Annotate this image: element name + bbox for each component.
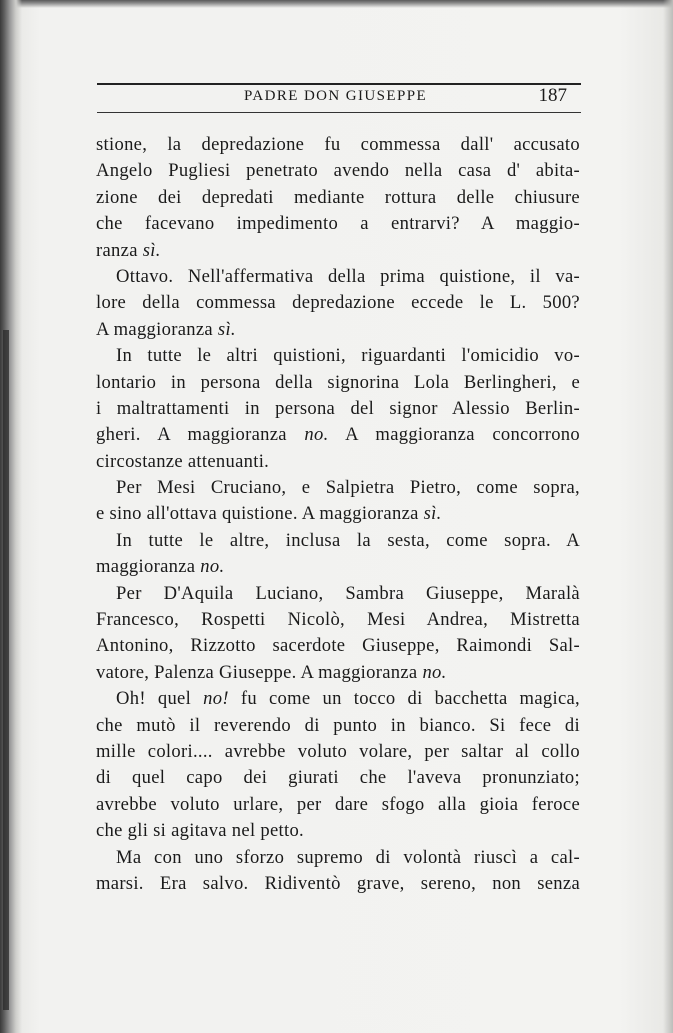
text-line (96, 475, 580, 501)
text-line (96, 554, 580, 580)
text-line (96, 343, 580, 369)
text-line (96, 871, 580, 897)
text-line-main: lore della commessa depredazione eccede le L. 500? (96, 292, 580, 314)
text-line (96, 449, 580, 475)
italic-word: sì. (217, 318, 236, 340)
text-line (96, 238, 580, 264)
text-line-main: Angelo Pugliesi penetrato avendo nella casa d' abita- (96, 160, 580, 182)
header-rule-top (97, 83, 581, 85)
text-line-main: gheri. A maggioranza (96, 424, 305, 446)
italic-word: no! (203, 688, 229, 710)
text-line (96, 686, 580, 712)
italic-word: no. (304, 424, 329, 446)
text-line (96, 581, 580, 607)
text-line-main: Antonino, Rizzotto sacerdote Giuseppe, Raimondi Sal- (96, 635, 580, 657)
text-line (96, 607, 580, 633)
text-line (96, 818, 580, 844)
right-page-edge (663, 0, 673, 1033)
text-line-main: In tutte le altri quistioni, riguardanti l'omicidio vo- (116, 345, 580, 367)
text-line-main: di quel capo dei giurati che l'aveva pronunziato; (96, 767, 580, 789)
text-line (96, 132, 580, 158)
page-number: 187 (538, 85, 567, 106)
text-line-main: In tutte le altre, inclusa la sesta, come sopra. A (116, 529, 580, 551)
text-line-main: avrebbe voluto urlare, per dare sfogo alla gioia feroce (96, 793, 580, 815)
text-line-main: Francesco, Rospetti Nicolò, Mesi Andrea, Mistretta (96, 609, 580, 631)
text-line (96, 739, 580, 765)
text-line-main: che facevano impedimento a entrarvi? A maggio- (96, 213, 580, 235)
text-line-main: che mutò il reverendo di punto in bianco. Si fece di (96, 714, 580, 736)
text-line (96, 185, 580, 211)
text-line-main: Per Mesi Cruciano, e Salpietra Pietro, come sopra, (116, 477, 580, 499)
binding-edge-dark-strip (3, 330, 9, 1010)
page-header (97, 80, 581, 120)
running-title: PADRE DON GIUSEPPE (244, 88, 428, 104)
text-line (96, 264, 580, 290)
text-line-main: stione, la depredazione fu commessa dall' accusato (96, 134, 580, 155)
text-line-main: che gli si agitava nel petto. (96, 820, 305, 842)
italic-word: no. (200, 556, 225, 578)
italic-word: sì. (423, 503, 442, 525)
text-line (96, 290, 580, 316)
text-line-main: i maltrattamenti in persona del signor Alessio Berlin- (96, 397, 580, 419)
text-line (96, 845, 580, 871)
text-line (96, 370, 580, 396)
top-page-shadow (0, 0, 673, 8)
text-line (96, 660, 580, 686)
text-line-main: A maggioranza (96, 318, 218, 340)
text-line (96, 792, 580, 818)
text-line-tail: A maggioranza concorrono (328, 424, 581, 446)
text-line (96, 158, 580, 184)
text-line-main: e sino all'ottava quistione. A maggioranza (96, 503, 424, 525)
text-line-main: Oh! quel (116, 688, 204, 710)
text-line-main: mille colori.... avrebbe voluto volare, per saltar al collo (96, 740, 580, 762)
header-rule-bottom (97, 112, 581, 113)
italic-word: sì. (142, 239, 161, 261)
text-line-main: circostanze attenuanti. (96, 450, 270, 472)
text-line (96, 765, 580, 791)
italic-word: no. (422, 661, 447, 683)
text-line-main: zione dei depredati mediante rottura delle chiusure (96, 186, 580, 208)
text-line-main: maggioranza (96, 556, 201, 578)
text-line-main: ranza (96, 239, 143, 261)
text-line-main: Ottavo. Nell'affermativa della prima quistione, il va- (116, 265, 580, 287)
text-line (96, 501, 580, 527)
text-line (96, 528, 580, 554)
text-line-main: Ma con uno sforzo supremo di volontà riuscì a cal- (116, 846, 580, 868)
text-line (96, 211, 580, 237)
body-text (96, 132, 580, 897)
text-line (96, 713, 580, 739)
text-line-main: marsi. Era salvo. Ridiventò grave, sereno, non senza (96, 872, 580, 894)
text-line (96, 633, 580, 659)
text-line (96, 317, 580, 343)
text-line-main: lontario in persona della signorina Lola Berlingheri, e (96, 371, 580, 393)
text-line-main: vatore, Palenza Giuseppe. A maggioranza (96, 661, 423, 683)
text-line-main: Per D'Aquila Luciano, Sambra Giuseppe, Maralà (116, 582, 580, 604)
text-line (96, 396, 580, 422)
text-line-tail: fu come un tocco di bacchetta magica, (228, 688, 580, 710)
text-line (96, 422, 580, 448)
